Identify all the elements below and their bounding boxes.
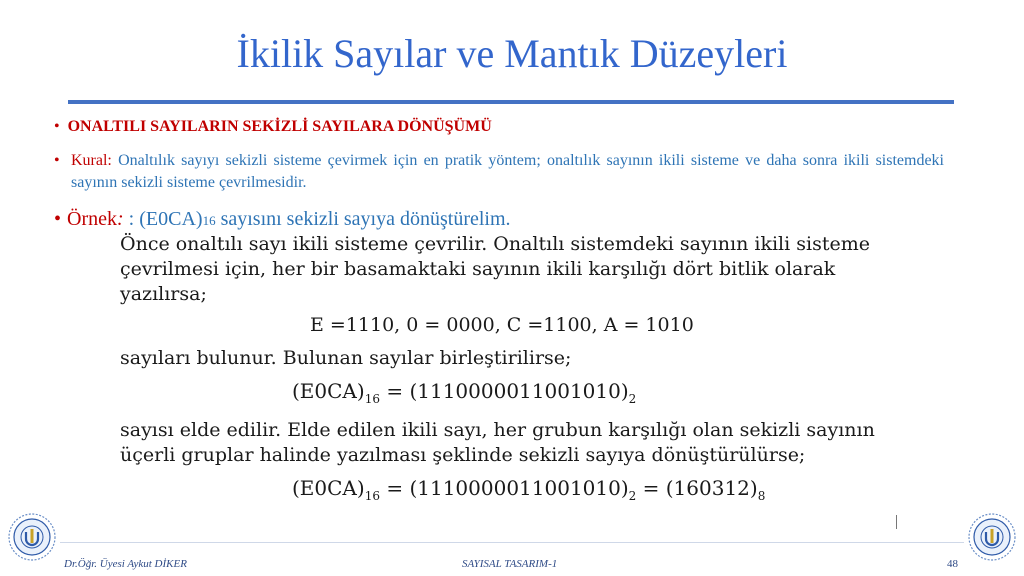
title-divider (68, 100, 954, 104)
cursor-mark (896, 515, 897, 529)
scan-paragraph-1: Önce onaltılı sayı ikili sisteme çevrilir. Onaltılı sistemdeki sayının ikili sisteme çevrilmesi için, her bir basamaktaki sayının ikili karşılığı dört bitlik olarak yazılırsa; (120, 233, 870, 305)
example-pre: : (E0CA) (123, 208, 203, 230)
bullet-example: • Örnek: : (E0CA)16 sayısını sekizli sayıya dönüştürelim. (54, 208, 511, 230)
bullet-heading: • ONALTILI SAYILARIN SEKİZLİ SAYILARA DÖNÜŞÜMÜ (54, 118, 492, 135)
example-sub: 16 (202, 213, 216, 228)
eq3-right: = (160312) (636, 476, 758, 500)
scan-equation-1: E =1110, 0 = 0000, C =1100, A = 1010 (310, 314, 694, 336)
scanned-text-block (120, 232, 900, 515)
scan-equation-3 (120, 476, 900, 509)
scan-paragraph-2: sayıları bulunur. Bulunan sayılar birleştirilirse; (120, 347, 572, 369)
eq3-mid: = (1110000011001010) (379, 476, 629, 500)
footer-divider (60, 542, 964, 543)
example-label: Örnek (67, 208, 117, 230)
eq2-left-sub: 16 (364, 392, 380, 406)
page-number: 48 (947, 558, 958, 570)
rule-label: Kural: (71, 152, 112, 169)
eq2-right: = (1110000011001010) (379, 379, 629, 403)
bullet-rule (54, 150, 944, 194)
eq3-mid-sub: 2 (628, 489, 637, 503)
example-colon: : (117, 208, 124, 230)
footer-author: Dr.Öğr. Üyesi Aykut DİKER (64, 558, 187, 570)
eq3-right-sub: 8 (757, 489, 766, 503)
eq3-left: (E0CA) (292, 476, 365, 500)
eq2-right-sub: 2 (628, 392, 637, 406)
eq2-left: (E0CA) (292, 379, 365, 403)
eq3-left-sub: 16 (364, 489, 380, 503)
university-logo-icon (967, 512, 1017, 562)
footer-course: SAYISAL TASARIM-1 (462, 558, 558, 570)
heading-text: ONALTILI SAYILARIN SEKİZLİ SAYILARA DÖNÜŞÜMÜ (67, 118, 492, 135)
example-post: sayısını sekizli sayıya dönüştürelim. (215, 208, 511, 230)
rule-text: Onaltılık sayıyı sekizli sisteme çevirmek için en pratik yöntem; onaltılık sayının ikili sisteme ve daha sonra ikili sistemdeki sayının sekizli sisteme çevrilmesidir. (71, 152, 944, 191)
slide-title: İkilik Sayılar ve Mantık Düzeyleri (236, 31, 788, 76)
scan-equation-2 (120, 379, 900, 412)
university-logo-icon (7, 512, 57, 562)
scan-paragraph-3: sayısı elde edilir. Elde edilen ikili sayı, her grubun karşılığı olan sekizli sayının üçerli gruplar halinde yazılması şeklinde sekizli sayıya dönüştürülürse; (120, 419, 875, 466)
bullet-dot: • (54, 152, 60, 169)
